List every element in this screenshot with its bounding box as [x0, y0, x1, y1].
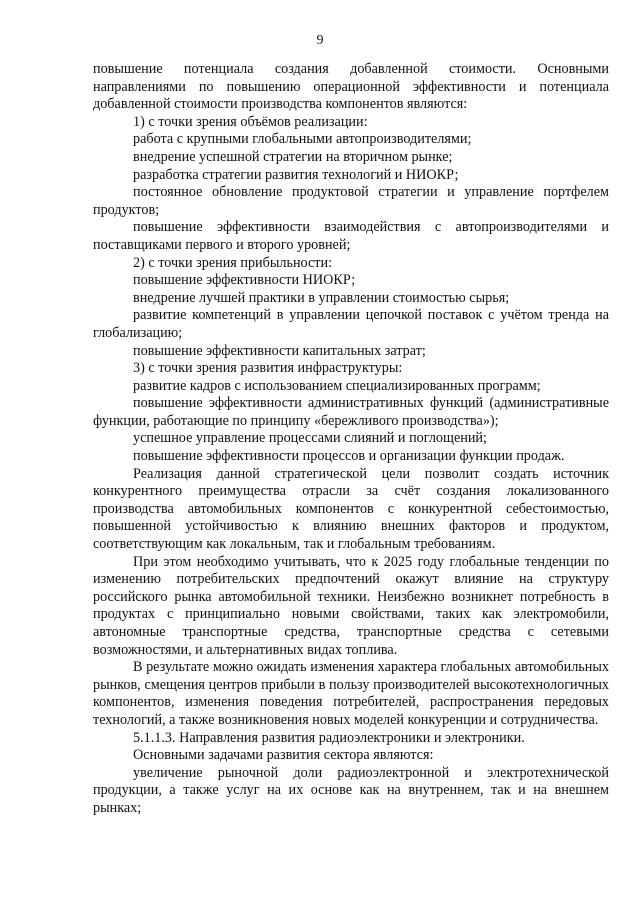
list-item: разработка стратегии развития технологий и НИОКР;: [133, 166, 459, 183]
list-item: повышение эффективности процессов и организации функции продаж.: [133, 448, 565, 465]
list-item: повышение эффективности НИОКР;: [133, 272, 356, 289]
paragraph: 1) с точки зрения объёмов реализации:: [133, 113, 368, 130]
document-body: [93, 61, 609, 818]
list-item: повышение эффективности административных функций (административные функции, работающие по принципу «бережливого производства»);: [93, 395, 609, 429]
list-item: успешное управление процессами слияний и поглощений;: [133, 430, 487, 447]
list-item: развитие компетенций в управлении цепочкой поставок с учётом тренда на глобализацию;: [93, 307, 609, 341]
list-item: повышение эффективности взаимодействия с автопроизводителями и поставщиками первого и второго уровней;: [93, 219, 609, 253]
paragraph: При этом необходимо учитывать, что к 2025 году глобальные тенденции по изменению потребительских предпочтений окажут влияние на структуру российского рынка автомобильной техники. Неизбежно возникнет потребность в продуктах с принципиально новыми свойствами, таких как электромобили, автономные транспортные средства, транспортные средства с сетевыми возможностями, и альтернативных видах топлива.: [93, 553, 609, 658]
paragraph: В результате можно ожидать изменения характера глобальных автомобильных рынков, смещения центров прибыли в пользу производителей высокотехнологичных компонентов, изменения поведения потребителей, распространения передовых технологий, а также возникновения новых моделей конкуренции и сотрудничества.: [93, 659, 609, 728]
paragraph: повышение потенциала создания добавленной стоимости. Основными направлениями по повышению операционной эффективности и потенциала добавленной стоимости производства компонентов являются:: [93, 61, 609, 113]
list-item: увеличение рыночной доли радиоэлектронной и электротехнической продукции, а также услуг на их основе как на внутреннем, так и на внешнем рынках;: [93, 764, 609, 816]
paragraph: Основными задачами развития сектора являются:: [133, 747, 434, 764]
section-heading: 5.1.1.3. Направления развития радиоэлектроники и электроники.: [133, 729, 525, 746]
paragraph: Реализация данной стратегической цели позволит создать источник конкурентного преимущества отрасли за счёт создания локализованного производства автомобильных компонентов с конкурентной себестоимостью, повышенной устойчивостью к влиянию внешних факторов и продуктом, соответствующим как локальным, так и глобальным требованиям.: [93, 465, 609, 553]
list-item: повышение эффективности капитальных затрат;: [133, 342, 426, 359]
paragraph: 3) с точки зрения развития инфраструктуры:: [133, 360, 403, 377]
list-item: внедрение успешной стратегии на вторичном рынке;: [133, 148, 453, 165]
list-item: внедрение лучшей практики в управлении стоимостью сырья;: [133, 289, 510, 306]
list-item: постоянное обновление продуктовой стратегии и управление портфелем продуктов;: [93, 184, 609, 218]
list-item: развитие кадров с использованием специализированных программ;: [133, 377, 541, 394]
list-item: работа с крупными глобальными автопроизводителями;: [133, 131, 472, 148]
page-number: 9: [316, 33, 324, 48]
paragraph: 2) с точки зрения прибыльности:: [133, 254, 333, 271]
